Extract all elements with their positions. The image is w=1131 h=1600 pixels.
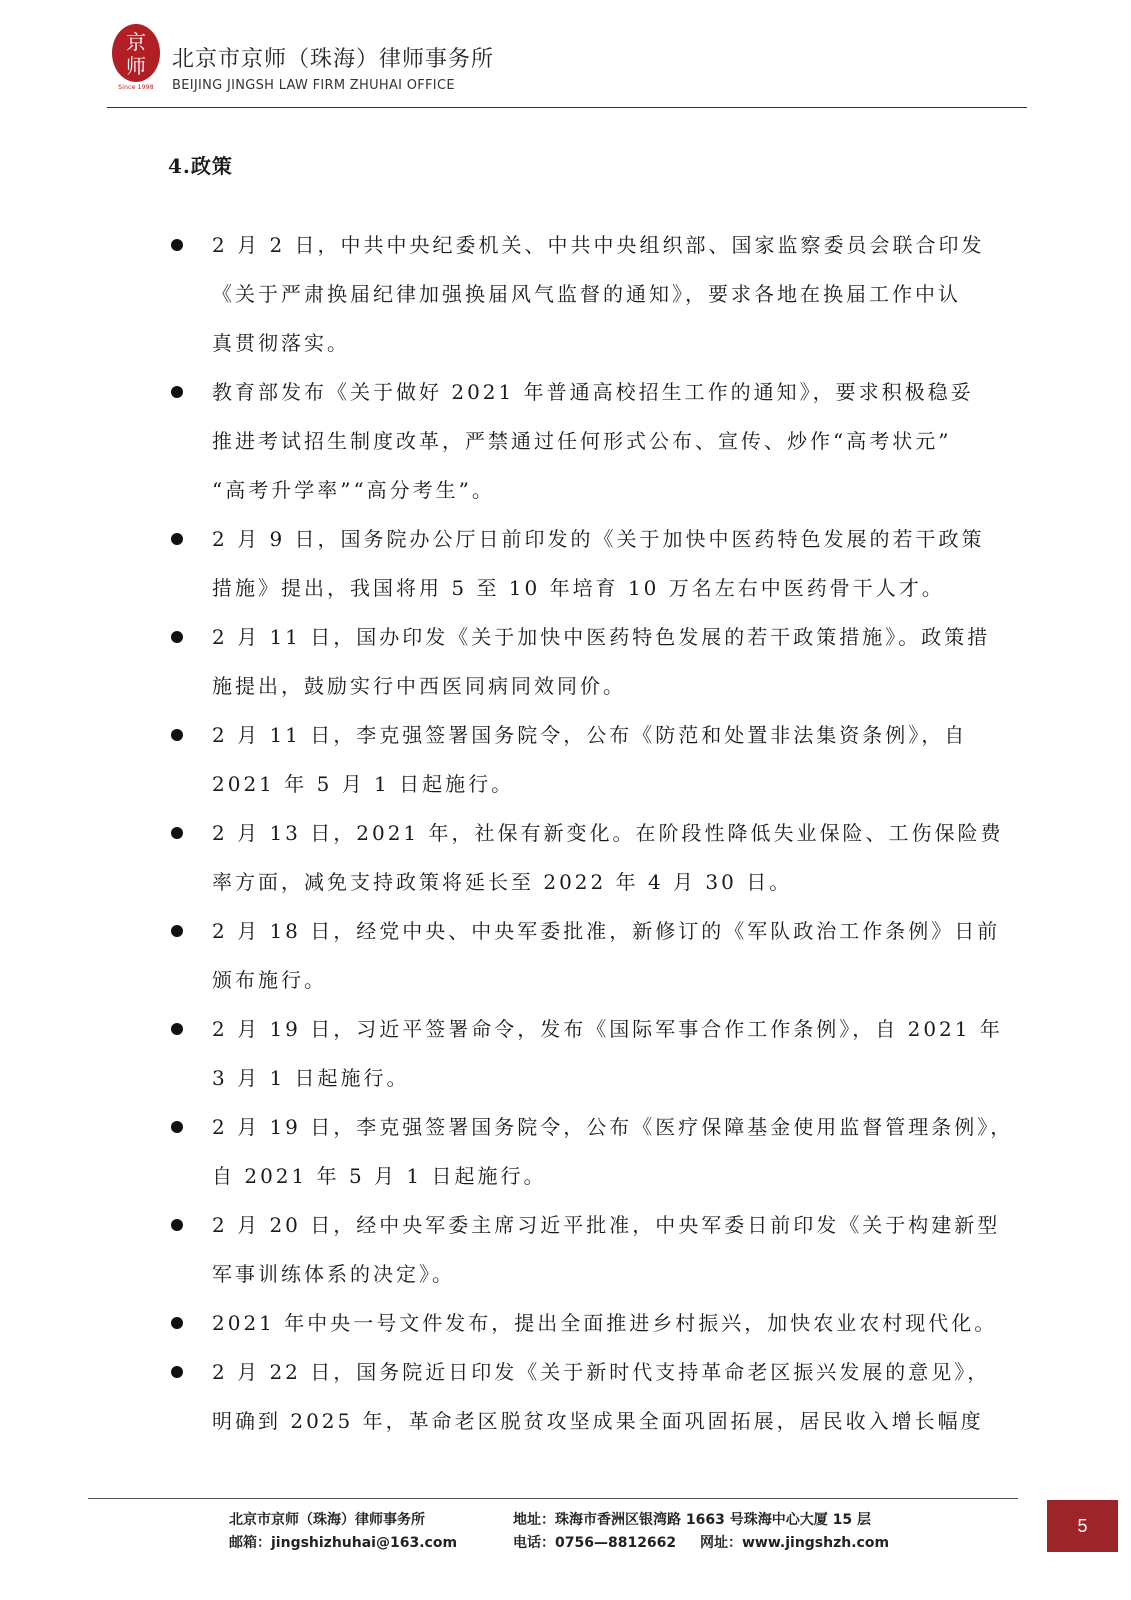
firm-name-cn: 北京市京师（珠海）律师事务所: [172, 47, 495, 72]
list-item-line: 颁布施行。: [212, 968, 327, 992]
logo-since-text: Since 1998: [118, 84, 154, 91]
list-item-line: 措施》提出，我国将用 5 至 10 年培育 10 万名左右中医药骨干人才。: [212, 576, 945, 600]
footer-phone: 电话：0756—8812662: [513, 1535, 677, 1551]
bullet-dot: [171, 1219, 183, 1231]
firm-logo: [110, 22, 162, 94]
bullet-dot: [171, 239, 183, 251]
list-item-line: 2 月 9 日，国务院办公厅日前印发的《关于加快中医药特色发展的若干政策: [212, 527, 985, 551]
bullet-dot: [171, 1121, 183, 1133]
bullet-dot: [171, 386, 183, 398]
firm-name-en: BEIJING JINGSH LAW FIRM ZHUHAI OFFICE: [172, 78, 455, 93]
list-item-line: 2021 年 5 月 1 日起施行。: [212, 772, 515, 796]
list-item-line: 推进考试招生制度改革，严禁通过任何形式公布、宣传、炒作“高考状元”: [212, 429, 952, 453]
list-item-line: 2 月 19 日，李克强签署国务院令，公布《医疗保障基金使用监督管理条例》，: [212, 1115, 1014, 1139]
bullet-dot: [171, 533, 183, 545]
footer-address: 地址：珠海市香洲区银湾路 1663 号珠海中心大厦 15 层: [513, 1512, 871, 1528]
header-divider: [107, 107, 1027, 108]
bullet-dot: [171, 1317, 183, 1329]
list-item-line: 2 月 2 日，中共中央纪委机关、中共中央组织部、国家监察委员会联合印发: [212, 233, 985, 257]
logo-glyph-1: 京: [126, 30, 146, 54]
page-header: [110, 22, 1030, 108]
list-item-line: 2 月 20 日，经中央军委主席习近平批准，中央军委日前印发《关于构建新型: [212, 1213, 1001, 1237]
list-item-line: 2021 年中央一号文件发布，提出全面推进乡村振兴，加快农业农村现代化。: [212, 1311, 998, 1335]
bullet-dot: [171, 1023, 183, 1035]
page-number: 5: [1077, 1515, 1088, 1536]
bullet-dot: [171, 925, 183, 937]
footer-website: 网址：www.jingshzh.com: [700, 1535, 890, 1551]
list-item-line: 2 月 18 日，经党中央、中央军委批准，新修订的《军队政治工作条例》日前: [212, 919, 1001, 943]
list-item-line: 3 月 1 日起施行。: [212, 1066, 410, 1090]
list-item-line: 教育部发布《关于做好 2021 年普通高校招生工作的通知》，要求积极稳妥: [212, 380, 974, 404]
list-item-line: 真贯彻落实。: [212, 331, 350, 355]
list-item-line: 明确到 2025 年，革命老区脱贫攻坚成果全面巩固拓展，居民收入增长幅度: [212, 1409, 984, 1433]
bullet-dot: [171, 827, 183, 839]
firm-logo-seal: [110, 22, 162, 84]
footer-email: 邮箱：jingshizhuhai@163.com: [229, 1535, 458, 1551]
list-item-line: 2 月 11 日，李克强签署国务院令，公布《防范和处置非法集资条例》，自: [212, 723, 968, 747]
section-title: 4.政策: [168, 154, 233, 178]
bullet-dot: [171, 729, 183, 741]
logo-glyph-2: 师: [126, 54, 146, 78]
list-item-line: 施提出，鼓励实行中西医同病同效同价。: [212, 674, 626, 698]
list-item-line: 《关于严肃换届纪律加强换届风气监督的通知》，要求各地在换届工作中认: [212, 282, 961, 306]
list-item-line: 军事训练体系的决定》。: [212, 1262, 455, 1286]
list-item-line: 2 月 11 日，国办印发《关于加快中医药特色发展的若干政策措施》。政策措: [212, 625, 991, 649]
page-number-box: [1047, 1500, 1118, 1552]
footer-divider: [88, 1498, 1018, 1499]
footer-firm-name: 北京市京师（珠海）律师事务所: [229, 1512, 425, 1528]
list-item-line: 2 月 13 日，2021 年，社保有新变化。在阶段性降低失业保险、工伤保险费: [212, 821, 1004, 845]
list-item-line: 2 月 22 日，国务院近日印发《关于新时代支持革命老区振兴发展的意见》，: [212, 1360, 991, 1384]
list-item-line: 率方面，减免支持政策将延长至 2022 年 4 月 30 日。: [212, 870, 793, 894]
list-item-line: “高考升学率”“高分考生”。: [212, 478, 495, 502]
bullet-dot: [171, 631, 183, 643]
bullet-dot: [171, 1366, 183, 1378]
list-item-line: 2 月 19 日，习近平签署命令，发布《国际军事合作工作条例》，自 2021 年: [212, 1017, 1003, 1041]
list-item-line: 自 2021 年 5 月 1 日起施行。: [212, 1164, 547, 1188]
